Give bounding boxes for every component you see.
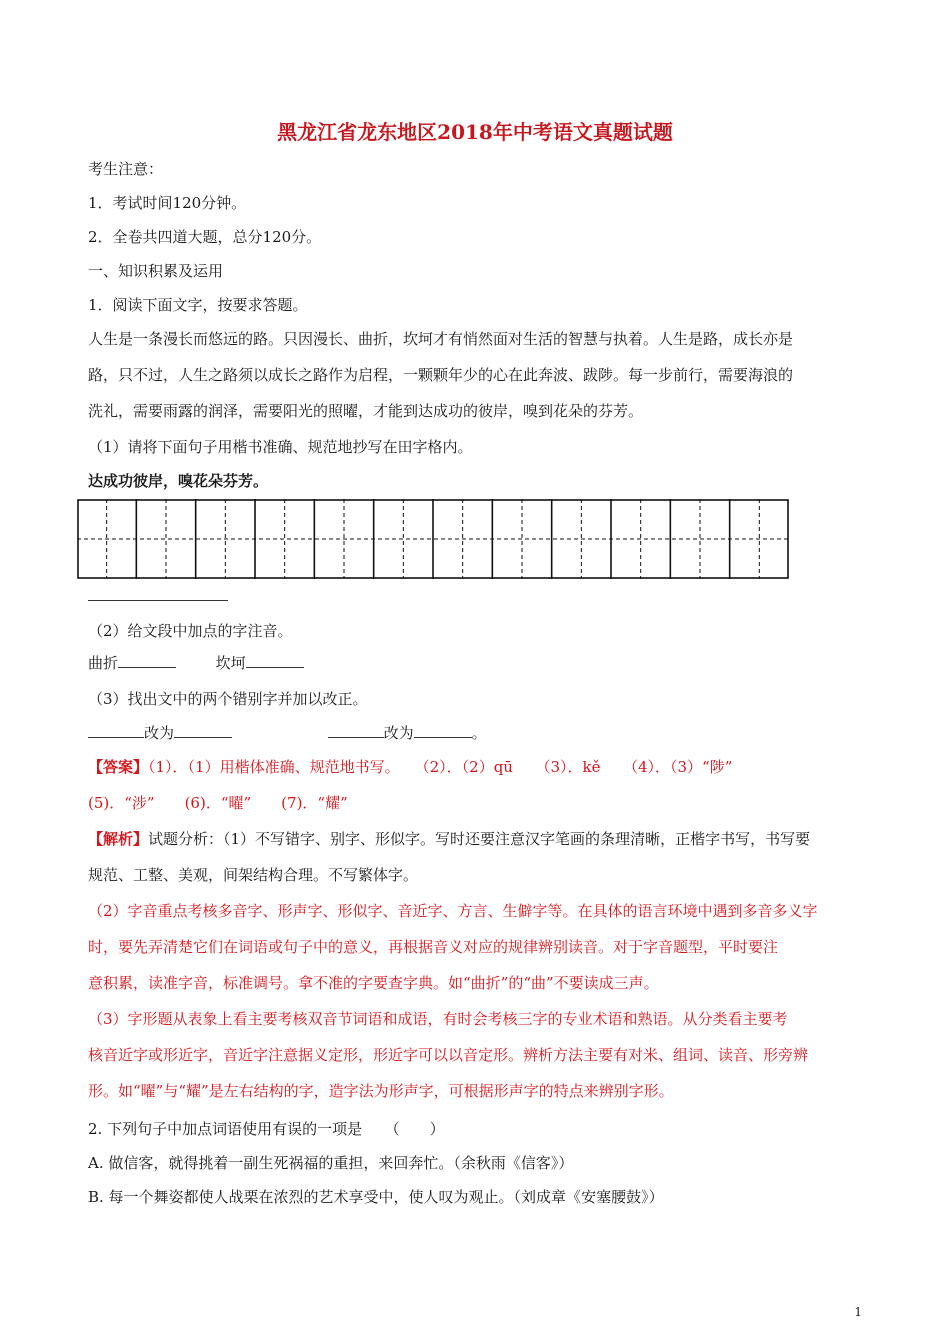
- document-title: 黑龙江省龙东地区2018年中考语文真题试题: [277, 120, 673, 144]
- passage-line: 人生是一条漫长而悠远的路。只因漫长、曲折，坎坷才有悄然面对生活的智慧与执着。人生是路，成长亦是: [88, 330, 794, 348]
- passage-line: 路，只不过，人生之路须以成长之路作为启程，一颗颗年少的心在此奔波、跋陟。每一步前行，需要海浪的: [88, 366, 794, 384]
- answer-text: （1）．（1）用楷体准确、规范地书写。 （2）．（2）qū （3）．kě （4）．（3）“陟”: [148, 758, 733, 776]
- pinyin-blank-a[interactable]: [118, 653, 176, 668]
- period: 。: [471, 724, 487, 742]
- pinyin-word-b: 坎坷: [215, 654, 246, 672]
- analysis-red-line: （2）字音重点考核多音字、形声字、形似字、音近字、方言、生僻字等。在具体的语言环境中遇到多音多义字: [88, 902, 818, 920]
- correct-label: 改为: [383, 724, 414, 742]
- sub-question-2: （2）给文段中加点的字注音。: [88, 622, 293, 640]
- page-number: 1: [854, 1305, 862, 1319]
- analysis-red-line: （3）字形题从表象上看主要考核双音节词语和成语，有时会考核三字的专业术语和熟语。从分类看主要考: [88, 1010, 788, 1028]
- wrong-char-blank-2[interactable]: [328, 723, 384, 738]
- sub-question-3: （3）找出文中的两个错别字并加以改正。: [88, 690, 368, 708]
- section-heading: 一、知识积累及运用: [88, 262, 224, 280]
- notice-heading: 考生注意：: [88, 160, 164, 178]
- analysis-red-line: 形。如“曜”与“耀”是左右结构的字，造字法为形声字，可根据形声字的特点来辨别字形。: [88, 1082, 674, 1100]
- answer-line-1: [88, 756, 732, 777]
- question-2-stem: 2. 下列句子中加点词语使用有误的一项是 （ ）: [88, 1120, 445, 1138]
- analysis-red-line: 核音近字或形近字，音近字注意据义定形，形近字可以以音定形。辨析方法主要有对米、组词、读音、形旁辨: [88, 1046, 809, 1064]
- pinyin-answer-row: [88, 652, 304, 673]
- notice-item-2: 2．全卷共四道大题，总分120分。: [88, 228, 322, 246]
- sub-question-1: （1）请将下面句子用楷书准确、规范地抄写在田字格内。: [88, 438, 473, 456]
- tianzige-grid[interactable]: [77, 499, 789, 579]
- option-b[interactable]: B. 每一个舞姿都使人战栗在浓烈的艺术享受中，使人叹为观止。（刘成章《安塞腰鼓》）: [88, 1188, 664, 1206]
- right-char-blank-1[interactable]: [174, 723, 232, 738]
- analysis-red-line: 意积累，读准字音，标准调号。拿不准的字要查字典。如“曲折”的“曲”不要读成三声。: [88, 974, 659, 992]
- answer-line-2: (5)．“涉” (6)．“曜” (7)．“耀”: [88, 794, 348, 812]
- analysis-red-line: 时，要先弄清楚它们在词语或句子中的意义，再根据音义对应的规律辨别读音。对于字音题型，平时要注: [88, 938, 779, 956]
- notice-item-1: 1．考试时间120分钟。: [88, 194, 247, 212]
- divider-line: [88, 600, 228, 601]
- pinyin-word-a: 曲折: [88, 654, 119, 672]
- analysis-line: 规范、工整、美观，间架结构合理。不写繁体字。: [88, 866, 419, 884]
- correction-row: [88, 722, 487, 743]
- analysis-line-1: [88, 828, 810, 849]
- passage-line: 洗礼，需要雨露的润泽，需要阳光的照曜，才能到达成功的彼岸，嗅到花朵的芬芳。: [88, 402, 644, 420]
- answer-tag: 【答案】: [88, 758, 149, 776]
- right-char-blank-2[interactable]: [414, 723, 472, 738]
- question-1-stem: 1．阅读下面文字，按要求答题。: [88, 296, 308, 314]
- option-a[interactable]: A. 做信客，就得挑着一副生死祸福的重担，来回奔忙。（余秋雨《信客》）: [88, 1154, 574, 1172]
- analysis-text: 试题分析：（1）不写错字、别字、形似字。写时还要注意汉字笔画的条理清晰，正楷字书写，书写要: [148, 830, 811, 848]
- pinyin-blank-b[interactable]: [246, 653, 304, 668]
- analysis-tag: 【解析】: [88, 830, 149, 848]
- wrong-char-blank-1[interactable]: [88, 723, 144, 738]
- copy-text: 达成功彼岸，嗅花朵芬芳。: [88, 472, 269, 490]
- correct-label: 改为: [144, 724, 175, 742]
